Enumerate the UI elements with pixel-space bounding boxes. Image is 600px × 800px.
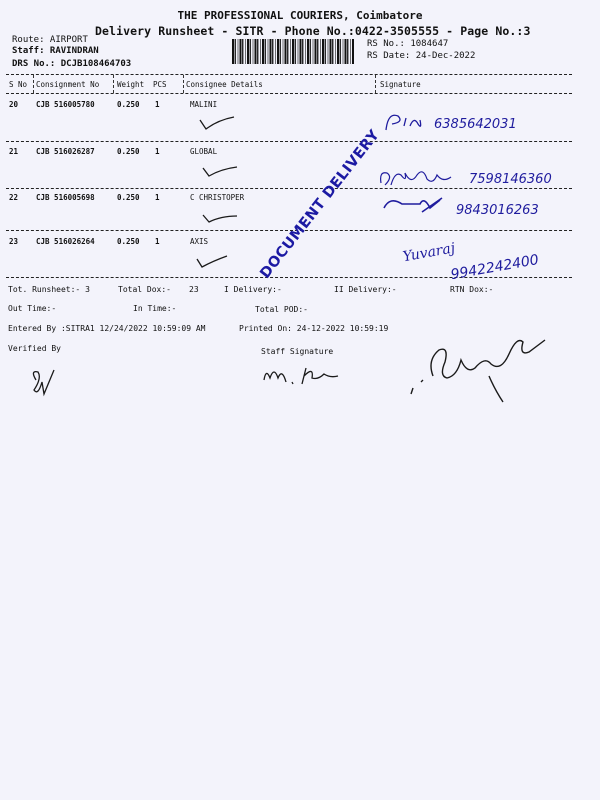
drs-number: DRS No.: DCJB108464703: [12, 59, 132, 69]
printed-on: Printed On: 24-12-2022 10:59:19: [239, 324, 389, 333]
row-consignment: CJB 516005698: [36, 193, 95, 202]
row-weight: 0.250: [117, 147, 140, 156]
staff-label: Staff: RAVINDRAN: [12, 46, 99, 56]
route-label: Route: AIRPORT: [12, 35, 88, 45]
total-dox-label: Total Dox:-: [118, 285, 171, 294]
row-sno: 21: [9, 147, 19, 156]
row-sno: 23: [9, 237, 19, 246]
col-sep: [113, 75, 114, 93]
row-pcs: 1: [155, 100, 160, 109]
col-header-pcs: PCS: [153, 80, 167, 89]
staff-signature-label: Staff Signature: [261, 347, 334, 356]
row-consignee: AXIS: [190, 237, 209, 246]
row-pcs: 1: [155, 147, 160, 156]
col-header-consignee: Consignee Details: [186, 80, 263, 89]
col-sep: [33, 75, 34, 93]
i-delivery: I Delivery:-: [224, 285, 282, 294]
barcode: [232, 39, 356, 64]
tick-mark: [201, 161, 241, 183]
runsheet-title: Delivery Runsheet - SITR - Phone No.:0422-3505555 - Page No.:3: [95, 24, 531, 38]
col-header-sno: S No: [9, 80, 28, 89]
out-time: Out Time:-: [8, 304, 57, 313]
rs-date: RS Date: 24-Dec-2022: [367, 51, 476, 61]
col-sep: [375, 75, 376, 93]
signature-row-22: [380, 190, 570, 224]
verifier-signature: [28, 360, 68, 400]
tick-mark: [195, 253, 235, 273]
row-weight: 0.250: [117, 193, 140, 202]
row-pcs: 1: [155, 193, 160, 202]
svg-text:9843016263: 9843016263: [456, 203, 539, 218]
rtn-dox: RTN Dox:-: [450, 285, 494, 294]
col-header-weight: Weight: [117, 80, 145, 89]
tick-mark: [198, 114, 238, 136]
col-header-consignment: Consignment No: [36, 80, 100, 89]
ii-delivery: II Delivery:-: [334, 285, 397, 294]
svg-text:9942242400: 9942242400: [449, 251, 541, 284]
signature-row-20: [382, 108, 552, 138]
signature-row-23: [400, 226, 585, 286]
row-pcs: 1: [155, 237, 160, 246]
row-consignee: MALINI: [190, 100, 218, 109]
in-time: In Time:-: [133, 304, 177, 313]
rs-number: RS No.: 1084647: [367, 39, 449, 49]
row-consignment: CJB 516026264: [36, 237, 95, 246]
col-sep: [183, 75, 184, 93]
stamp-text: DOCUMENT DELIVERY: [257, 127, 383, 282]
company-name: THE PROFESSIONAL COURIERS, Coimbatore: [177, 9, 423, 22]
svg-text:7598146360: 7598146360: [469, 172, 552, 187]
row-sno: 22: [9, 193, 19, 202]
row-consignee: C CHRISTOPER: [190, 193, 245, 202]
row-weight: 0.250: [117, 100, 140, 109]
verified-by-label: Verified By: [8, 344, 61, 353]
row-consignee: GLOBAL: [190, 147, 218, 156]
staff-signature: [258, 360, 368, 392]
tot-runsheet: Tot. Runsheet:- 3: [8, 285, 90, 294]
svg-text:Yuvaraj: Yuvaraj: [401, 240, 457, 266]
total-pod: Total POD:-: [255, 305, 308, 314]
signature-row-21: [377, 163, 567, 193]
row-consignment: CJB 516026287: [36, 147, 95, 156]
svg-text:6385642031: 6385642031: [434, 117, 517, 132]
row-sno: 20: [9, 100, 19, 109]
row-consignment: CJB 516005780: [36, 100, 95, 109]
tick-mark: [201, 210, 241, 230]
table-top-rule: [6, 74, 572, 75]
receiver-signature: [405, 316, 565, 406]
col-header-signature: Signature: [380, 80, 421, 89]
total-dox-value: 23: [189, 285, 199, 294]
row-weight: 0.250: [117, 237, 140, 246]
document-delivery-stamp: [255, 125, 383, 281]
entered-by: Entered By :SITRA1 12/24/2022 10:59:09 AM: [8, 324, 206, 333]
table-header-rule: [6, 93, 572, 94]
row-rule: [6, 141, 572, 142]
